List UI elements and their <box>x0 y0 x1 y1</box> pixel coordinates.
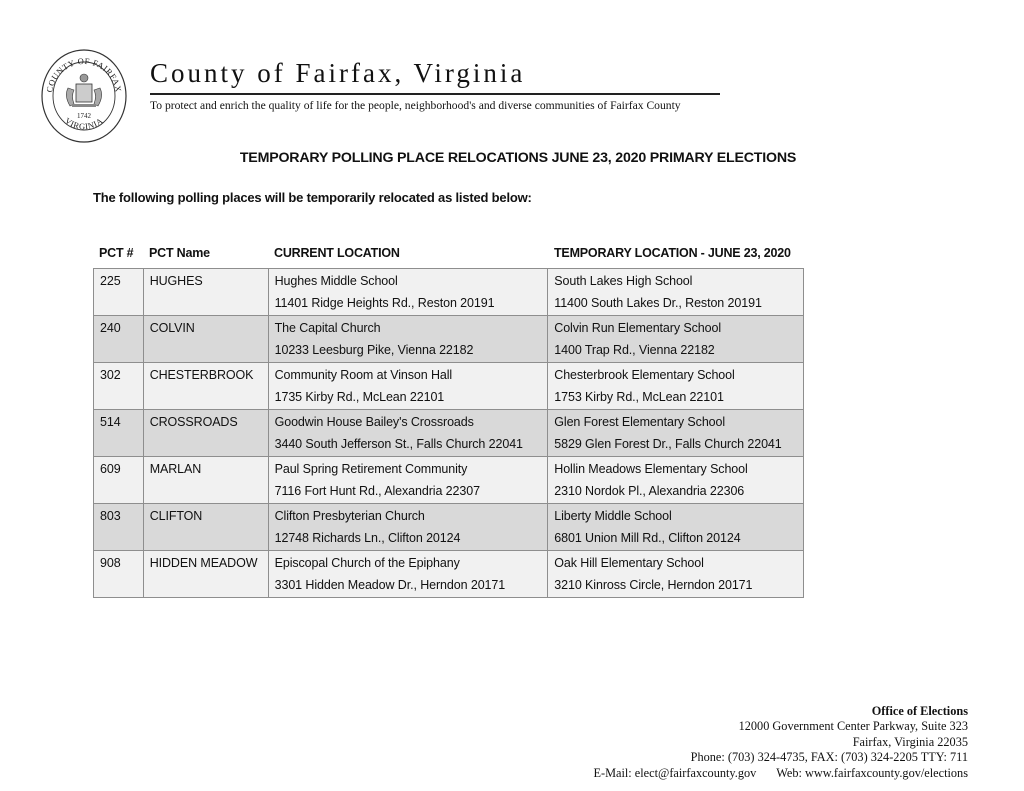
temporary-location-name: Glen Forest Elementary School <box>554 415 726 429</box>
current-location-address: 3301 Hidden Meadow Dr., Herndon 20171 <box>274 577 506 592</box>
pct-name: HUGHES <box>149 274 203 288</box>
current-location-cell <box>268 363 548 410</box>
current-location-name: Episcopal Church of the Epiphany <box>274 556 460 570</box>
pct-name-cell <box>143 551 268 598</box>
header-divider <box>150 93 720 95</box>
pct-name: MARLAN <box>149 462 202 476</box>
current-location-name: Clifton Presbyterian Church <box>274 509 425 523</box>
current-location-address: 3440 South Jefferson St., Falls Church 22041 <box>274 436 523 451</box>
current-location-name: Paul Spring Retirement Community <box>274 462 468 476</box>
county-seal-logo <box>40 48 128 144</box>
document-title: TEMPORARY POLLING PLACE RELOCATIONS JUNE 23, 2020 PRIMARY ELECTIONS <box>239 150 797 166</box>
temporary-location-cell <box>548 551 804 598</box>
current-location-address: 7116 Fort Hunt Rd., Alexandria 22307 <box>274 483 480 498</box>
office-contact-block <box>593 704 968 781</box>
pct-number-cell <box>94 363 144 410</box>
current-location-address: 12748 Richards Ln., Clifton 20124 <box>274 530 461 545</box>
temporary-location-cell <box>548 410 804 457</box>
current-location-address: 11401 Ridge Heights Rd., Reston 20191 <box>274 295 495 310</box>
temporary-location-address: 11400 South Lakes Dr., Reston 20191 <box>554 295 762 310</box>
table-row <box>94 316 804 363</box>
pct-name: HIDDEN MEADOW <box>149 556 258 570</box>
pct-name: CHESTERBROOK <box>149 368 254 382</box>
pct-number: 240 <box>100 321 121 335</box>
current-location-name: Goodwin House Bailey's Crossroads <box>274 415 474 429</box>
table-row <box>94 363 804 410</box>
temporary-location-cell <box>548 269 804 316</box>
temporary-location-address: 1400 Trap Rd., Vienna 22182 <box>554 342 715 357</box>
pct-number-cell <box>94 504 144 551</box>
office-address-line2: Fairfax, Virginia 22035 <box>852 734 968 749</box>
seal-top-text: COUNTY OF FAIRFAX <box>44 55 124 94</box>
pct-name-cell <box>143 316 268 363</box>
temporary-location-cell <box>548 316 804 363</box>
pct-name-cell <box>143 504 268 551</box>
office-address-line1: 12000 Government Center Parkway, Suite 323 <box>738 719 968 734</box>
temporary-location-name: Colvin Run Elementary School <box>554 321 721 335</box>
temporary-location-name: Hollin Meadows Elementary School <box>554 462 748 476</box>
temporary-location-address: 3210 Kinross Circle, Herndon 20171 <box>554 577 753 592</box>
county-title: County of Fairfax, Virginia <box>150 58 526 88</box>
office-phone: Phone: (703) 324-4735, FAX: (703) 324-2205 TTY: 711 <box>690 750 968 765</box>
pct-name: CLIFTON <box>149 509 203 523</box>
pct-number: 908 <box>100 556 121 570</box>
office-website[interactable]: Web: www.fairfaxcounty.gov/elections <box>776 765 968 780</box>
pct-name-cell <box>143 269 268 316</box>
pct-name: COLVIN <box>149 321 195 335</box>
seal-year: 1742 <box>77 112 91 120</box>
seal-bottom-text: VIRGINIA <box>63 115 105 132</box>
current-location-cell <box>268 457 548 504</box>
current-location-cell <box>268 551 548 598</box>
temporary-location-address: 2310 Nordok Pl., Alexandria 22306 <box>554 483 745 498</box>
current-location-name: Hughes Middle School <box>274 274 398 288</box>
column-header-temporary-location: TEMPORARY LOCATION - JUNE 23, 2020 <box>554 246 791 260</box>
table-row <box>94 410 804 457</box>
current-location-address: 1735 Kirby Rd., McLean 22101 <box>274 389 445 404</box>
relocations-table <box>93 268 804 598</box>
temporary-location-address: 6801 Union Mill Rd., Clifton 20124 <box>554 530 741 545</box>
pct-name-cell <box>143 457 268 504</box>
pct-number: 302 <box>100 368 121 382</box>
pct-number-cell <box>94 551 144 598</box>
pct-name: CROSSROADS <box>149 415 238 429</box>
temporary-location-cell <box>548 363 804 410</box>
current-location-name: The Capital Church <box>274 321 381 335</box>
current-location-cell <box>268 269 548 316</box>
temporary-location-address: 1753 Kirby Rd., McLean 22101 <box>554 389 724 404</box>
table-row <box>94 551 804 598</box>
pct-number-cell <box>94 316 144 363</box>
current-location-address: 10233 Leesburg Pike, Vienna 22182 <box>274 342 474 357</box>
temporary-location-name: Oak Hill Elementary School <box>554 556 704 570</box>
column-header-current-location: CURRENT LOCATION <box>274 246 400 260</box>
pct-name-cell <box>143 363 268 410</box>
column-header-pct-name: PCT Name <box>149 246 210 260</box>
current-location-cell <box>268 504 548 551</box>
temporary-location-name: Chesterbrook Elementary School <box>554 368 735 382</box>
pct-name-cell <box>143 410 268 457</box>
intro-text: The following polling places will be temporarily relocated as listed below: <box>93 190 532 205</box>
table-row <box>94 457 804 504</box>
pct-number: 225 <box>100 274 121 288</box>
current-location-name: Community Room at Vinson Hall <box>274 368 453 382</box>
office-email[interactable]: E-Mail: elect@fairfaxcounty.gov <box>593 765 757 780</box>
pct-number: 514 <box>100 415 121 429</box>
temporary-location-address: 5829 Glen Forest Dr., Falls Church 22041 <box>554 436 782 451</box>
temporary-location-name: South Lakes High School <box>554 274 693 288</box>
current-location-cell <box>268 316 548 363</box>
temporary-location-name: Liberty Middle School <box>554 509 672 523</box>
pct-number-cell <box>94 457 144 504</box>
pct-number-cell <box>94 410 144 457</box>
office-name: Office of Elections <box>871 704 968 718</box>
pct-number: 803 <box>100 509 121 523</box>
county-tagline: To protect and enrich the quality of life for the people, neighborhood's and diverse communities of Fairfax County <box>150 99 681 112</box>
table-row <box>94 504 804 551</box>
pct-number: 609 <box>100 462 121 476</box>
column-header-pct-number: PCT # <box>99 246 134 260</box>
temporary-location-cell <box>548 504 804 551</box>
pct-number-cell <box>94 269 144 316</box>
temporary-location-cell <box>548 457 804 504</box>
table-row <box>94 269 804 316</box>
current-location-cell <box>268 410 548 457</box>
